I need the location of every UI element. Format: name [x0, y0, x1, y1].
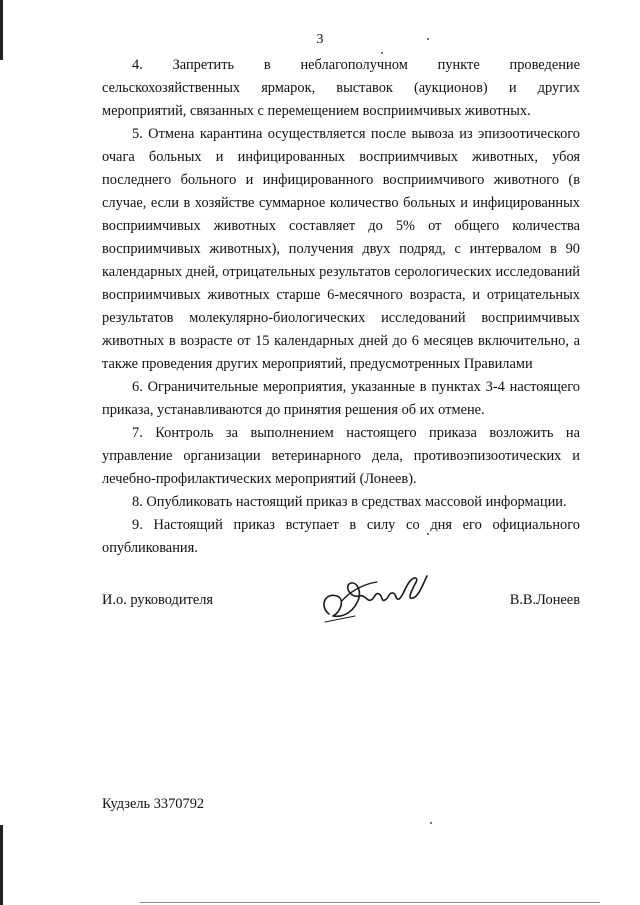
scan-edge-mark — [0, 825, 3, 905]
handwritten-signature — [315, 562, 435, 632]
paragraph-4: 4. Запретить в неблагополучном пункте проведение сельскохозяйственных ярмарок, выставок (аукционов) и других мероприятий, связанных с перемещением восприимчивых животных. — [102, 57, 580, 119]
signature-block — [102, 590, 580, 630]
scan-bottom-edge — [140, 902, 600, 903]
signatory-title: И.о. руководителя — [102, 592, 214, 608]
scan-speck — [430, 822, 432, 824]
paragraph-5: 5. Отмена карантина осуществляется после вывоза из эпизоотического очага больных и инфицированных восприимчивых животных, убоя последнего больного и инфицированного восприимчивого животного (в случае, если в хозяйстве суммарное количество больных и инфицированных восприимчивых животных составляет до 5% от общего количества восприимчивых животных), получения двух подряд, с интервалом в 90 календарных дней, отрицательных результатов серологических исследований восприимчивых животных старше 6-месячного возраста, и отрицательных результатов молекулярно-биологических исследований восприимчивых животных в возрасте от 15 календарных дней до 6 месяцев включительно, а также проведения других мероприятий, предусмотренных Правилами — [102, 126, 580, 372]
paragraph-6: 6. Ограничительные мероприятия, указанные в пунктах 3-4 настоящего приказа, устанавливаются до принятия решения об их отмене. — [102, 379, 580, 418]
paragraph-9: 9. Настоящий приказ вступает в силу со дня его официального опубликования. — [102, 517, 580, 556]
signatory-name: В.В.Лонеев — [509, 592, 580, 608]
scan-edge-mark — [0, 0, 3, 60]
executor-contact: Кудзель 3370792 — [102, 796, 205, 812]
scan-speck — [381, 52, 383, 54]
scan-speck — [427, 533, 429, 535]
paragraph-8: 8. Опубликовать настоящий приказ в средствах массовой информации. — [132, 494, 567, 510]
page-number: 3 — [316, 32, 324, 47]
paragraph-7: 7. Контроль за выполнением настоящего приказа возложить на управление организации ветеринарного дела, противоэпизоотических и лечебно-профилактических мероприятий (Лонеев). — [102, 425, 580, 487]
scan-speck — [427, 38, 429, 40]
document-body — [102, 54, 580, 560]
